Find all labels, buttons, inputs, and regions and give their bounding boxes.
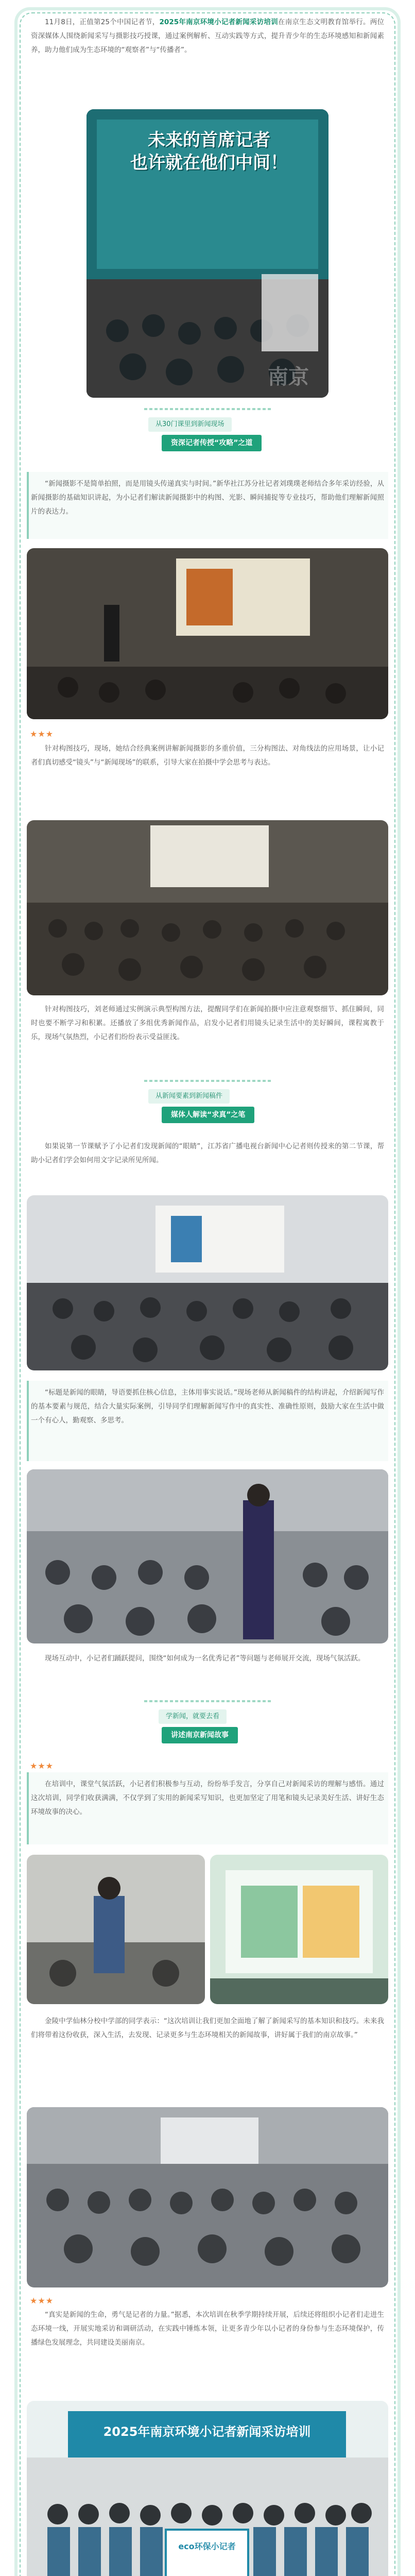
section1-line2: 资深记者传授“攻略”之道 (162, 435, 262, 451)
photo-lecture-1 (27, 548, 388, 719)
intro-text-before: 11月8日，正值第25个中国记者节， (45, 18, 160, 26)
photo-lecture-2 (27, 820, 388, 995)
section3-line2: 讲述南京新闻故事 (162, 1727, 238, 1743)
section1-line1: 从30门课里到新闻现场 (148, 417, 232, 432)
hero-slogan-line1: 未来的首席记者 (148, 130, 270, 150)
tag-stripe (144, 408, 271, 410)
section2-line2: 媒体人解读“求真”之笔 (162, 1107, 254, 1123)
section-tag-1 (144, 408, 271, 457)
banner-logo-text: eco环保小记者 (178, 2541, 236, 2551)
section2-line1: 从新闻要素到新闻稿件 (148, 1089, 230, 1104)
paragraph-8: 金陵中学仙林分校中学部的同学表示：“这次培训让我们更加全面地了解了新闻采写的基本知识和技巧。未来我们将带着这份收获，深入生活，去发现、记录更多与生态环境相关的新闻故事，讲好属于我们的南京故事。” (31, 2017, 384, 2039)
photo-slide (210, 1855, 388, 2004)
section-tag-3 (144, 1700, 271, 1750)
paragraph-1: “新闻摄影不是简单拍照，而是用镜头传递真实与时间。”新华社江苏分社记者刘璞璞老师结合多年采访经验，从新闻摄影的基础知识讲起，为小记者们解读新闻摄影中的构图、光影、瞬间捕捉等专业技巧，帮助他们理解新闻照片的表达力。 (31, 480, 384, 516)
hero-watermark: 南京 (268, 365, 309, 389)
section-tag-2 (144, 1080, 271, 1129)
section3-line1: 学新闻，就要去看 (159, 1709, 227, 1724)
photo-group-class (27, 2107, 388, 2287)
paragraph-3: 针对构图技巧，刘老师通过实例演示典型构图方法，提醒同学们在新闻拍摄中应注意观察细节、抓住瞬间，同时也要不断学习和积累。还播放了多组优秀新闻作品，启发小记者们用镜头记录生活中的美好瞬间，课程寓教于乐，现场气氛热烈，小记者们纷纷表示受益匪浅。 (31, 1005, 384, 1041)
paragraph-6: 现场互动中，小记者们踊跃提问，围绕“如何成为一名优秀记者”等问题与老师展开交流，现场气氛活跃。 (45, 1654, 365, 1663)
hero-slogan-line2: 也许就在他们中间！ (130, 152, 288, 173)
paragraph-9: “真实是新闻的生命，勇气是记者的力量。”据悉，本次培训在秋季学期持续开展，后续还将组织小记者们走进生态环境一线，开展实地采访和调研活动，在实践中锤炼本领，让更多青少年以小记者的身份参与生态环境保护，传播绿色发展理念，共同建设美丽南京。 (31, 2311, 384, 2347)
tag-stripe (144, 1700, 271, 1702)
stars-decoration-2: ★★★ (30, 1761, 54, 1771)
paragraph-5: “标题是新闻的眼睛，导语要抓住核心信息，主体用事实说话。”现场老师从新闻稿件的结构讲起，介绍新闻写作的基本要素与规范，结合大量实际案例，引导同学们理解新闻写作中的真实性、准确性原则，鼓励大家在生活中做一个有心人，勤观察、多思考。 (31, 1388, 384, 1425)
hero-slogan (101, 129, 317, 174)
stars-decoration-1: ★★★ (30, 729, 54, 739)
banner-title: 2025年南京环境小记者新闻采访培训 (103, 2425, 311, 2439)
paragraph-7: 在培训中，课堂气氛活跃，小记者们积极参与互动，纷纷举手发言，分享自己对新闻采访的理解与感悟。通过这次培训，同学们收获满满，不仅学到了实用的新闻采写知识，也更加坚定了用笔和镜头记录美好生活、讲好生态环境故事的决心。 (31, 1780, 384, 1816)
photo-lecture-3 (27, 1195, 388, 1370)
intro-highlight: 2025年南京环境小记者新闻采访培训 (159, 18, 278, 26)
photo-student-left (27, 1855, 205, 2004)
tag-stripe (144, 1080, 271, 1082)
paragraph-4: 如果说第一节课赋予了小记者们发现新闻的“眼睛”，江苏省广播电视台新闻中心记者则传授来的第二节课，帮助小记者们学会如何用文字记录所见所闻。 (31, 1142, 384, 1164)
stars-decoration-3: ★★★ (30, 2296, 54, 2306)
paragraph-2: 针对构图技巧，现场，她结合经典案例讲解新闻摄影的多重价值，三分构图法、对角线法的应用场景，让小记者们真切感受“镜头”与“新闻现场”的联系，引导大家在拍摄中学会思考与表达。 (31, 744, 384, 767)
intro-text-after: 在南京生态文明教育馆举行。两位资深媒体人围绕新闻采写与摄影技巧授课，通过案例解析、互动实践等方式，提升青少年的生态环境感知和新闻素养，助力他们成为生态环境的“观察者”与“传播者”。 (31, 18, 385, 54)
photo-interaction (27, 1469, 388, 1643)
intro-paragraph (31, 15, 384, 57)
